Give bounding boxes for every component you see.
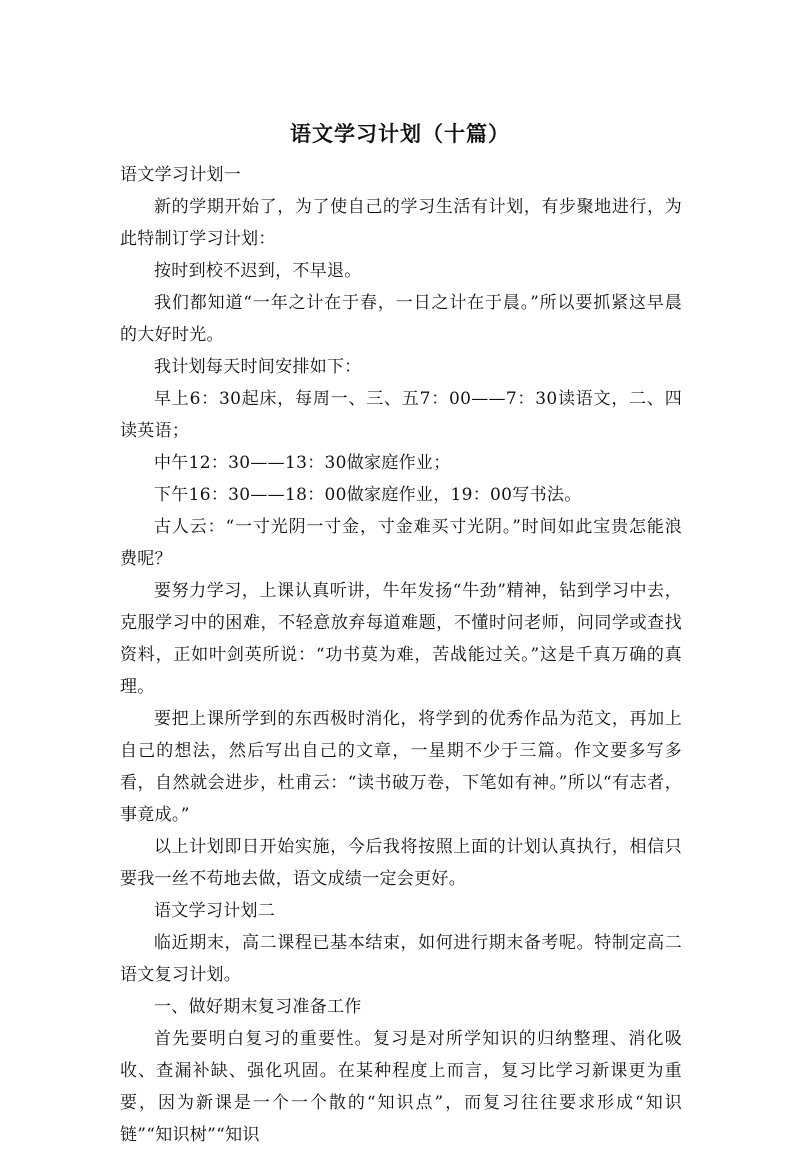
paragraph: 要把上课所学到的东西极时消化，将学到的优秀作品为范文，再加上自己的想法，然后写出自己的文章，一星期不少于三篇。作文要多写多看，自然就会进步，杜甫云：“读书破万卷，下笔如有神。”所以“有志者，事竟成。” bbox=[120, 709, 682, 825]
document-body bbox=[120, 159, 682, 1151]
paragraph: 中午12：30——13：30做家庭作业； bbox=[154, 453, 451, 473]
paragraph: 新的学期开始了，为了使自己的学习生活有计划，有步聚地进行，为此特制订学习计划： bbox=[120, 197, 682, 249]
paragraph: 我计划每天时间安排如下： bbox=[154, 357, 362, 377]
paragraph: 临近期末，高二课程已基本结束，如何进行期末备考呢。特制定高二语文复习计划。 bbox=[120, 933, 682, 985]
paragraph: 语文学习计划二 bbox=[154, 901, 276, 921]
paragraph: 按时到校不迟到，不早退。 bbox=[154, 261, 362, 281]
paragraph: 以上计划即日开始实施，今后我将按照上面的计划认真执行，相信只要我一丝不苟地去做，语文成绩一定会更好。 bbox=[120, 837, 682, 889]
document-title: 语文学习计划（十篇） bbox=[290, 122, 510, 146]
paragraph: 首先要明白复习的重要性。复习是对所学知识的归纳整理、消化吸收、查漏补缺、强化巩固。在某种程度上而言，复习比学习新课更为重要，因为新课是一个一个散的“知识点”，而复习往往要求形成“知识链”“知识树”“知识 bbox=[120, 1029, 682, 1145]
paragraph: 古人云：“一寸光阴一寸金，寸金难买寸光阴。”时间如此宝贵怎能浪费呢？ bbox=[120, 517, 682, 569]
paragraph: 早上6：30起床，每周一、三、五7：00——7：30读语文，二、四读英语； bbox=[120, 389, 682, 441]
paragraph: 下午16：30——18：00做家庭作业，19：00写书法。 bbox=[154, 485, 582, 505]
paragraph: 语文学习计划一 bbox=[120, 165, 242, 185]
paragraph: 我们都知道“一年之计在于春，一日之计在于晨。”所以要抓紧这早晨的大好时光。 bbox=[120, 293, 682, 345]
paragraph: 一、做好期末复习准备工作 bbox=[154, 997, 362, 1017]
paragraph: 要努力学习，上课认真听讲，牛年发扬“牛劲”精神，钻到学习中去，克服学习中的困难，不轻意放弃每道难题，不懂时问老师，问同学或查找资料，正如叶剑英所说：“功书莫为难，苦战能过关。”这是千真万确的真理。 bbox=[120, 581, 682, 697]
